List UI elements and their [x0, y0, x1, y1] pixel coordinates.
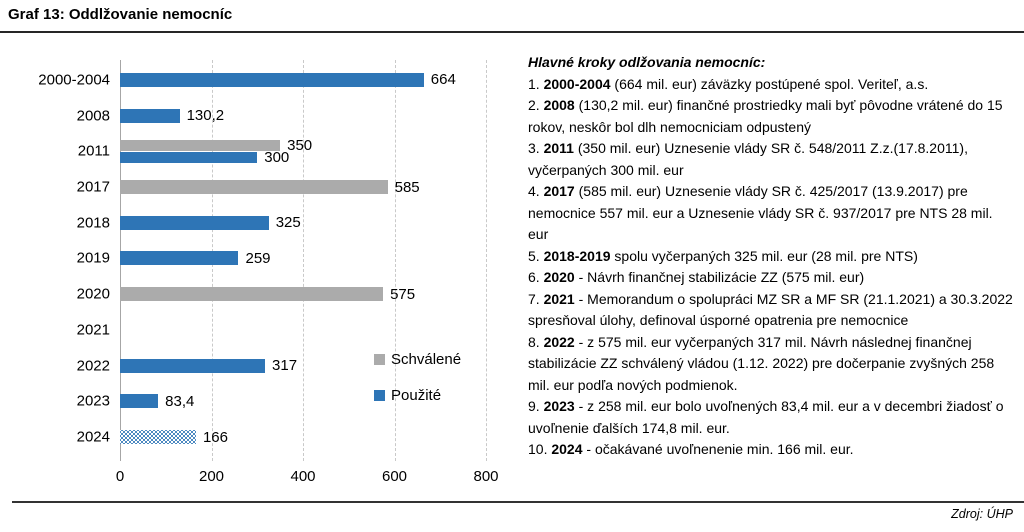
note-item-2021: 7. 2021 - Memorandum o spolupráci MZ SR a MF SR (21.1.2021) a 30.3.2022 spresňoval úlohy, definoval úsporné opatrenia pre nemocnice [528, 290, 1013, 328]
legend-item-Schválené [374, 351, 461, 368]
category-label: 2022 [76, 357, 110, 375]
legend-item-Použité [374, 387, 461, 404]
chart-legend [374, 351, 461, 404]
bar-line [120, 73, 486, 87]
notes-list [528, 74, 1016, 461]
bar-2017-Schválené [120, 180, 388, 194]
bar-2011-Schválené [120, 140, 280, 151]
chart-row-2000-2004 [38, 62, 486, 98]
bar-line [120, 216, 486, 230]
note-item-2017: 4. 2017 (585 mil. eur) Uznesenie vlády SR č. 425/2017 (13.9.2017) pre nemocnice 557 mil. eur a Uznesenie vlády SR č. 937/2017 pre NTS 28 mil. eur [528, 183, 993, 242]
bar-line [120, 430, 486, 444]
value-label: 300 [264, 148, 290, 166]
source-label: Zdroj: ÚHP [951, 507, 1013, 521]
bar-line [120, 148, 486, 166]
title-divider [0, 31, 1024, 33]
x-tick-label: 400 [290, 468, 316, 485]
bar-2019-Použité [120, 251, 238, 265]
chart-row-2017 [76, 169, 486, 205]
note-item-2024: 10. 2024 - očakávané uvoľnenenie min. 166 mil. eur. [528, 441, 854, 457]
value-label: 130,2 [186, 107, 225, 125]
value-label: 317 [272, 357, 298, 375]
x-tick-label: 600 [381, 468, 408, 485]
value-label: 585 [394, 178, 420, 196]
chart-row-2024 [76, 419, 486, 455]
value-label: 575 [390, 285, 416, 303]
category-label: 2023 [76, 392, 110, 410]
bar-2020-Schválené [120, 287, 383, 301]
bar-line [120, 251, 486, 265]
category-label: 2000-2004 [38, 71, 110, 89]
note-item-2008: 2. 2008 (130,2 mil. eur) finančné prostriedky mali byť pôvodne vrátené do 15 rokov, neskôr bol dlh nemocniciam odpustený [528, 97, 1003, 135]
value-label: 325 [275, 214, 301, 232]
notes-panel [528, 52, 1016, 461]
footer-divider [12, 501, 1024, 503]
category-label: 2019 [76, 249, 110, 267]
bar-2023-Použité [120, 394, 158, 408]
value-label: 350 [287, 136, 313, 154]
note-item-2011: 3. 2011 (350 mil. eur) Uznesenie vlády SR č. 548/2011 Z.z.(17.8.2011), vyčerpaných 300 mil. eur [528, 140, 968, 178]
chart-row-2019 [76, 241, 486, 277]
bar-2011-Použité [120, 152, 257, 163]
bar-2000-2004-Použité [120, 73, 424, 87]
note-item-2023: 9. 2023 - z 258 mil. eur bolo uvoľnených 83,4 mil. eur a v decembri žiadosť o uvoľnenie ďalších 174,8 mil. eur. [528, 398, 1004, 436]
category-label: 2018 [76, 214, 110, 232]
category-label: 2020 [76, 285, 110, 303]
note-item-2018-2019: 5. 2018-2019 spolu vyčerpaných 325 mil. eur (28 mil. pre NTS) [528, 247, 918, 264]
category-label: 2011 [77, 142, 110, 160]
legend-label: Použité [391, 387, 442, 404]
note-item-2020: 6. 2020 - Návrh finančnej stabilizácie ZZ (575 mil. eur) [528, 269, 865, 285]
chart-row-2008 [76, 98, 486, 134]
category-label: 2024 [76, 428, 110, 446]
bar-line [120, 136, 486, 154]
gridline-800 [486, 60, 487, 461]
category-label: 2017 [76, 178, 110, 196]
value-label: 166 [202, 428, 228, 446]
bar-line [120, 287, 486, 301]
x-tick-label: 800 [473, 468, 499, 485]
legend-swatch [374, 354, 385, 365]
value-label: 664 [430, 71, 456, 89]
legend-label: Schválené [391, 351, 462, 368]
bar-2024-Použité [120, 430, 196, 444]
chart-row-2018 [76, 205, 486, 241]
note-item-2022: 8. 2022 - z 575 mil. eur vyčerpaných 317 mil. Návrh následnej finančnej stabilizácie ZZ schválený vládou (1.12. 2022) pre dočerpanie zvyšných 258 mil. eur podľa nových podmienok. [528, 333, 995, 393]
plot-area [38, 62, 499, 485]
legend-swatch [374, 390, 385, 401]
category-label: 2008 [76, 107, 110, 125]
notes-heading: Hlavné kroky odlžovania nemocníc: [528, 54, 766, 70]
bar-2008-Použité [120, 109, 180, 123]
bar-line [120, 180, 486, 194]
note-item-2000-2004: 1. 2000-2004 (664 mil. eur) záväzky postúpené spol. Veriteľ, a.s. [528, 75, 929, 92]
bar-line [120, 109, 486, 123]
chart-title: Graf 13: Oddlžovanie nemocníc [8, 6, 233, 23]
x-tick-label: 200 [198, 468, 225, 485]
bar-2022-Použité [120, 359, 265, 373]
chart-row-2021 [76, 312, 486, 348]
category-label: 2021 [76, 321, 110, 339]
value-label: 83,4 [165, 392, 195, 410]
value-label: 259 [245, 249, 271, 267]
chart-row-2020 [76, 276, 486, 312]
x-tick-label: 0 [115, 468, 125, 485]
bar-2018-Použité [120, 216, 269, 230]
chart-row-2011 [77, 133, 486, 169]
